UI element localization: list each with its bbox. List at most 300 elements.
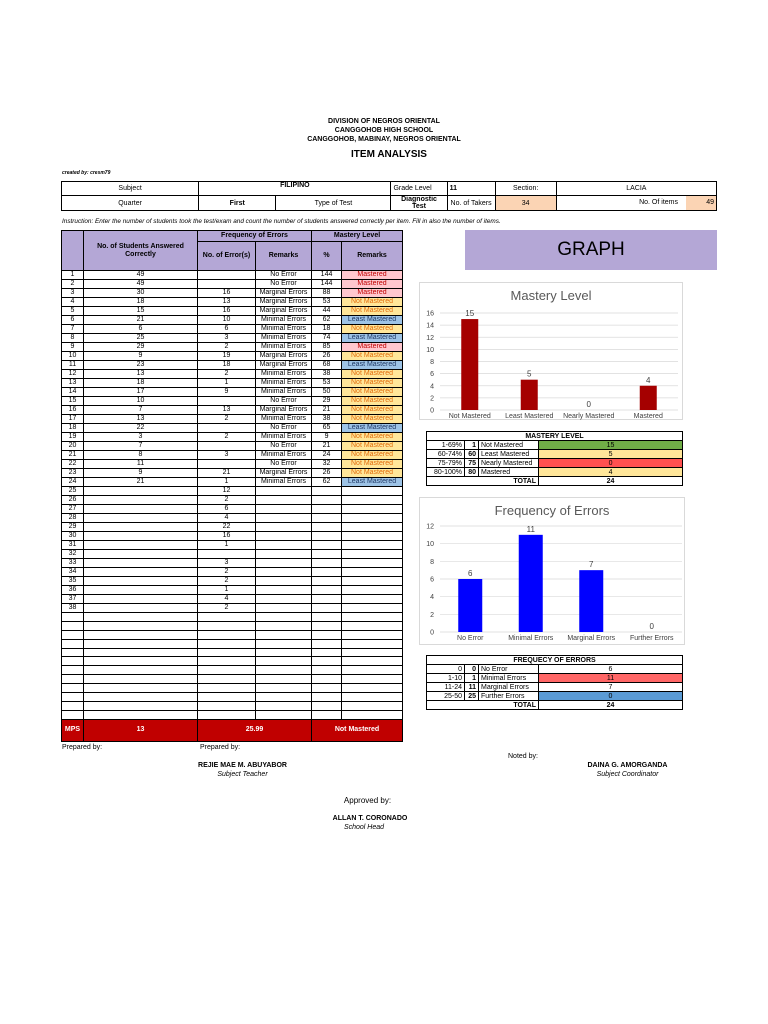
error-count[interactable] bbox=[198, 424, 256, 433]
threshold: 0 bbox=[465, 665, 479, 674]
correct-count[interactable] bbox=[84, 514, 198, 523]
error-count[interactable] bbox=[198, 397, 256, 406]
error-count[interactable] bbox=[198, 666, 256, 675]
division-name: DIVISION OF NEGROS ORIENTAL bbox=[328, 118, 440, 125]
item-number: 33 bbox=[62, 559, 84, 568]
mastery-percent bbox=[312, 604, 342, 613]
error-remarks bbox=[256, 577, 312, 586]
mastery-percent: 18 bbox=[312, 325, 342, 334]
correct-count[interactable]: 10 bbox=[84, 397, 198, 406]
table-row bbox=[62, 451, 403, 460]
error-count[interactable]: 2 bbox=[198, 433, 256, 442]
item-number: 15 bbox=[62, 397, 84, 406]
mastery-percent: 21 bbox=[312, 442, 342, 451]
table-row bbox=[62, 621, 403, 630]
mastery-remarks bbox=[342, 496, 403, 505]
count: 7 bbox=[539, 683, 683, 692]
error-count[interactable]: 12 bbox=[198, 487, 256, 496]
count: 0 bbox=[539, 692, 683, 701]
error-count[interactable] bbox=[198, 648, 256, 657]
correct-count[interactable]: 13 bbox=[84, 415, 198, 424]
correct-count[interactable]: 18 bbox=[84, 379, 198, 388]
error-count[interactable]: 1 bbox=[198, 478, 256, 487]
mastery-remarks bbox=[342, 630, 403, 639]
errors-total-label: TOTAL bbox=[427, 701, 539, 710]
mastery-remarks bbox=[342, 693, 403, 702]
error-count[interactable]: 2 bbox=[198, 604, 256, 613]
y-tick-label: 2 bbox=[430, 611, 434, 619]
subject-value[interactable]: FILIPINO bbox=[199, 182, 391, 196]
error-count[interactable] bbox=[198, 442, 256, 451]
range: 1-10 bbox=[427, 674, 465, 683]
error-count[interactable] bbox=[198, 460, 256, 469]
data-label: 4 bbox=[646, 375, 651, 385]
items-cell bbox=[556, 196, 716, 211]
table-row bbox=[62, 379, 403, 388]
error-remarks: No Error bbox=[256, 280, 312, 289]
summary-row bbox=[427, 665, 683, 674]
summary-row bbox=[427, 459, 683, 468]
correct-count[interactable]: 8 bbox=[84, 451, 198, 460]
mastery-remarks: Mastered bbox=[342, 289, 403, 298]
item-number bbox=[62, 693, 84, 702]
correct-count[interactable] bbox=[84, 550, 198, 559]
correct-count[interactable]: 21 bbox=[84, 478, 198, 487]
correct-count[interactable]: 29 bbox=[84, 343, 198, 352]
range: 0 bbox=[427, 665, 465, 674]
correct-count[interactable] bbox=[84, 559, 198, 568]
table-row bbox=[62, 280, 403, 289]
mastery-percent: 26 bbox=[312, 469, 342, 478]
error-remarks: Marginal Errors bbox=[256, 307, 312, 316]
mastery-remarks bbox=[342, 568, 403, 577]
threshold: 11 bbox=[465, 683, 479, 692]
item-number: 37 bbox=[62, 595, 84, 604]
error-count[interactable] bbox=[198, 280, 256, 289]
x-tick-label: Minimal Errors bbox=[508, 635, 554, 642]
item-number bbox=[62, 621, 84, 630]
mastery-remarks: Not Mastered bbox=[342, 406, 403, 415]
items-value[interactable]: 49 bbox=[686, 196, 716, 210]
correct-count[interactable]: 49 bbox=[84, 280, 198, 289]
x-tick-label: Marginal Errors bbox=[567, 635, 616, 642]
mastery-percent bbox=[312, 675, 342, 684]
mastery-percent bbox=[312, 630, 342, 639]
error-remarks bbox=[256, 639, 312, 648]
approved-by-label: Approved by: bbox=[343, 796, 392, 805]
error-remarks: Minimal Errors bbox=[256, 316, 312, 325]
error-count[interactable]: 19 bbox=[198, 352, 256, 361]
correct-count[interactable]: 23 bbox=[84, 361, 198, 370]
error-count[interactable]: 16 bbox=[198, 307, 256, 316]
correct-count[interactable] bbox=[84, 621, 198, 630]
threshold: 1 bbox=[465, 674, 479, 683]
summary-row bbox=[427, 450, 683, 459]
error-remarks: No Error bbox=[256, 424, 312, 433]
error-remarks: Minimal Errors bbox=[256, 379, 312, 388]
item-number: 25 bbox=[62, 487, 84, 496]
range: 11-24 bbox=[427, 683, 465, 692]
correct-count[interactable] bbox=[84, 541, 198, 550]
table-row bbox=[62, 577, 403, 586]
table-row bbox=[62, 630, 403, 639]
item-number bbox=[62, 701, 84, 710]
section-value[interactable]: LACIA bbox=[556, 182, 716, 196]
level-label: Nearly Mastered bbox=[479, 459, 539, 468]
mastery-percent: 21 bbox=[312, 406, 342, 415]
errors-header: No. of Error(s) bbox=[198, 242, 256, 271]
item-number: 36 bbox=[62, 586, 84, 595]
mastery-percent: 44 bbox=[312, 307, 342, 316]
mastery-remarks: Not Mastered bbox=[342, 352, 403, 361]
mastery-percent bbox=[312, 648, 342, 657]
mastery-remarks: Not Mastered bbox=[342, 388, 403, 397]
data-label: 0 bbox=[649, 622, 654, 631]
item-number: 8 bbox=[62, 334, 84, 343]
mastery-total: 24 bbox=[539, 477, 683, 486]
errors-table-title: FREQUECY OF ERRORS bbox=[427, 656, 683, 665]
error-count[interactable]: 6 bbox=[198, 505, 256, 514]
correct-count[interactable] bbox=[84, 684, 198, 693]
error-count[interactable]: 3 bbox=[198, 334, 256, 343]
error-count[interactable]: 1 bbox=[198, 379, 256, 388]
mastery-remarks bbox=[342, 639, 403, 648]
count: 11 bbox=[539, 674, 683, 683]
error-count[interactable] bbox=[198, 271, 256, 280]
mastery-chart bbox=[419, 282, 683, 420]
error-count[interactable] bbox=[198, 621, 256, 630]
mastery-percent bbox=[312, 595, 342, 604]
item-number: 35 bbox=[62, 577, 84, 586]
mastery-remarks bbox=[342, 621, 403, 630]
correct-count[interactable]: 3 bbox=[84, 433, 198, 442]
correct-count[interactable] bbox=[84, 604, 198, 613]
bar bbox=[521, 380, 538, 410]
error-count[interactable]: 3 bbox=[198, 451, 256, 460]
error-count[interactable]: 2 bbox=[198, 415, 256, 424]
correct-count[interactable]: 13 bbox=[84, 370, 198, 379]
error-count[interactable]: 1 bbox=[198, 541, 256, 550]
mastery-total-label: TOTAL bbox=[427, 477, 539, 486]
item-number: 29 bbox=[62, 523, 84, 532]
error-count[interactable] bbox=[198, 701, 256, 710]
correct-count[interactable]: 7 bbox=[84, 442, 198, 451]
correct-count[interactable] bbox=[84, 639, 198, 648]
mastery-remarks bbox=[342, 613, 403, 622]
threshold: 80 bbox=[465, 468, 479, 477]
table-row bbox=[62, 675, 403, 684]
error-remarks: Minimal Errors bbox=[256, 415, 312, 424]
mastery-percent bbox=[312, 487, 342, 496]
error-count[interactable]: 2 bbox=[198, 577, 256, 586]
range: 1-69% bbox=[427, 441, 465, 450]
item-number bbox=[62, 710, 84, 719]
error-count[interactable]: 9 bbox=[198, 388, 256, 397]
mastery-percent: 32 bbox=[312, 460, 342, 469]
test-type-value[interactable]: Diagnostic Test bbox=[391, 196, 447, 211]
quarter-label: Quarter bbox=[62, 196, 199, 211]
item-number: 31 bbox=[62, 541, 84, 550]
head-role: School Head bbox=[343, 824, 385, 831]
correct-count[interactable] bbox=[84, 710, 198, 719]
mps-remarks: Not Mastered bbox=[312, 719, 403, 741]
error-count[interactable]: 4 bbox=[198, 595, 256, 604]
data-label: 11 bbox=[526, 524, 535, 534]
item-number: 10 bbox=[62, 352, 84, 361]
y-tick-label: 0 bbox=[430, 407, 434, 415]
items-label: No. Of items bbox=[639, 199, 678, 206]
error-remarks: Minimal Errors bbox=[256, 388, 312, 397]
error-count[interactable]: 13 bbox=[198, 298, 256, 307]
mastery-percent bbox=[312, 505, 342, 514]
level-label: No Error bbox=[479, 665, 539, 674]
correct-count[interactable]: 25 bbox=[84, 334, 198, 343]
y-tick-label: 10 bbox=[426, 541, 434, 549]
summary-row bbox=[427, 441, 683, 450]
level-label: Not Mastered bbox=[479, 441, 539, 450]
error-count[interactable]: 4 bbox=[198, 514, 256, 523]
mastery-remarks: Least Mastered bbox=[342, 424, 403, 433]
table-row bbox=[62, 388, 403, 397]
item-number: 20 bbox=[62, 442, 84, 451]
table-row bbox=[62, 343, 403, 352]
correct-count[interactable] bbox=[84, 523, 198, 532]
item-number: 9 bbox=[62, 343, 84, 352]
correct-count[interactable]: 22 bbox=[84, 424, 198, 433]
summary-row bbox=[427, 692, 683, 701]
mastery-percent: 29 bbox=[312, 397, 342, 406]
mastery-percent: 88 bbox=[312, 289, 342, 298]
mps-correct: 13 bbox=[84, 719, 198, 741]
grade-value[interactable]: 11 bbox=[447, 182, 495, 196]
error-count[interactable]: 3 bbox=[198, 559, 256, 568]
item-number: 32 bbox=[62, 550, 84, 559]
bar bbox=[461, 319, 478, 410]
mastery-percent bbox=[312, 666, 342, 675]
error-count[interactable]: 6 bbox=[198, 325, 256, 334]
mastery-percent: 38 bbox=[312, 370, 342, 379]
item-number: 17 bbox=[62, 415, 84, 424]
item-number: 34 bbox=[62, 568, 84, 577]
mps-percent: 25.99 bbox=[198, 719, 312, 741]
y-tick-label: 10 bbox=[426, 346, 434, 354]
y-tick-label: 2 bbox=[430, 395, 434, 403]
mastery-remarks bbox=[342, 684, 403, 693]
error-count[interactable]: 2 bbox=[198, 343, 256, 352]
school-address: CANGGOHOB, MABINAY, NEGROS ORIENTAL bbox=[307, 136, 461, 143]
correct-count[interactable] bbox=[84, 586, 198, 595]
table-row bbox=[62, 415, 403, 424]
error-count[interactable]: 18 bbox=[198, 361, 256, 370]
item-number: 11 bbox=[62, 361, 84, 370]
correct-count[interactable] bbox=[84, 657, 198, 666]
test-type-label: Type of Test bbox=[276, 196, 391, 211]
error-remarks bbox=[256, 532, 312, 541]
correct-header: No. of Students Answered Correctly bbox=[84, 231, 198, 271]
mastery-remarks: Not Mastered bbox=[342, 442, 403, 451]
item-number: 6 bbox=[62, 316, 84, 325]
mastery-chart-plot bbox=[420, 305, 684, 420]
correct-count[interactable]: 49 bbox=[84, 271, 198, 280]
mastery-level-table bbox=[426, 431, 683, 486]
error-count[interactable]: 22 bbox=[198, 523, 256, 532]
error-remarks bbox=[256, 541, 312, 550]
correct-count[interactable]: 6 bbox=[84, 325, 198, 334]
errors-chart bbox=[419, 497, 685, 645]
mastery-percent: 68 bbox=[312, 361, 342, 370]
mastery-percent bbox=[312, 586, 342, 595]
mastery-remarks bbox=[342, 532, 403, 541]
mastery-percent bbox=[312, 710, 342, 719]
table-row bbox=[62, 307, 403, 316]
table-row bbox=[62, 505, 403, 514]
y-tick-label: 12 bbox=[426, 334, 434, 342]
error-count[interactable] bbox=[198, 550, 256, 559]
mastery-percent bbox=[312, 693, 342, 702]
correct-count[interactable]: 30 bbox=[84, 289, 198, 298]
error-count[interactable]: 10 bbox=[198, 316, 256, 325]
mastery-remarks bbox=[342, 648, 403, 657]
quarter-value[interactable]: First bbox=[199, 196, 276, 211]
correct-count[interactable] bbox=[84, 487, 198, 496]
mastery-remarks bbox=[342, 514, 403, 523]
x-tick-label: No Error bbox=[457, 635, 484, 642]
takers-value[interactable]: 34 bbox=[495, 196, 556, 211]
table-row bbox=[62, 298, 403, 307]
mastery-remarks bbox=[342, 559, 403, 568]
mastery-percent bbox=[312, 613, 342, 622]
correct-count[interactable]: 7 bbox=[84, 406, 198, 415]
teacher-role: Subject Teacher bbox=[217, 771, 268, 778]
item-number: 28 bbox=[62, 514, 84, 523]
error-remarks bbox=[256, 487, 312, 496]
mastery-percent bbox=[312, 541, 342, 550]
error-count[interactable]: 1 bbox=[198, 586, 256, 595]
error-count[interactable] bbox=[198, 613, 256, 622]
correct-count[interactable] bbox=[84, 693, 198, 702]
item-number: 19 bbox=[62, 433, 84, 442]
table-row bbox=[62, 684, 403, 693]
item-number bbox=[62, 666, 84, 675]
error-remarks: Marginal Errors bbox=[256, 469, 312, 478]
mastery-remarks: Not Mastered bbox=[342, 298, 403, 307]
mastery-remarks: Not Mastered bbox=[342, 307, 403, 316]
error-count[interactable] bbox=[198, 630, 256, 639]
mastery-percent: 38 bbox=[312, 415, 342, 424]
item-number: 30 bbox=[62, 532, 84, 541]
item-number: 23 bbox=[62, 469, 84, 478]
error-count[interactable] bbox=[198, 684, 256, 693]
correct-count[interactable]: 9 bbox=[84, 352, 198, 361]
bar bbox=[519, 535, 543, 632]
table-row bbox=[62, 397, 403, 406]
correct-count[interactable]: 18 bbox=[84, 298, 198, 307]
correct-count[interactable]: 17 bbox=[84, 388, 198, 397]
item-number: 1 bbox=[62, 271, 84, 280]
table-row bbox=[62, 433, 403, 442]
y-tick-label: 6 bbox=[430, 576, 434, 584]
mastery-percent: 144 bbox=[312, 280, 342, 289]
table-row bbox=[62, 541, 403, 550]
mastery-chart-title: Mastery Level bbox=[510, 288, 592, 303]
correct-count[interactable] bbox=[84, 496, 198, 505]
mastery-remarks: Least Mastered bbox=[342, 361, 403, 370]
mastery-remarks bbox=[342, 675, 403, 684]
correct-count[interactable] bbox=[84, 568, 198, 577]
mastery-remarks bbox=[342, 577, 403, 586]
correct-count[interactable] bbox=[84, 630, 198, 639]
range: 75-79% bbox=[427, 459, 465, 468]
mastery-remarks bbox=[342, 604, 403, 613]
table-row bbox=[62, 271, 403, 280]
mastery-remarks bbox=[342, 595, 403, 604]
error-count[interactable]: 2 bbox=[198, 568, 256, 577]
correct-count[interactable] bbox=[84, 577, 198, 586]
error-count[interactable]: 21 bbox=[198, 469, 256, 478]
bar bbox=[579, 570, 603, 632]
error-remarks bbox=[256, 604, 312, 613]
mastery-percent: 50 bbox=[312, 388, 342, 397]
error-count[interactable]: 13 bbox=[198, 406, 256, 415]
noted-by-label: Noted by: bbox=[508, 753, 538, 760]
error-remarks bbox=[256, 514, 312, 523]
item-no-header bbox=[62, 231, 84, 271]
mastery-remarks bbox=[342, 657, 403, 666]
correct-count[interactable] bbox=[84, 613, 198, 622]
correct-count[interactable] bbox=[84, 648, 198, 657]
correct-count[interactable]: 15 bbox=[84, 307, 198, 316]
correct-count[interactable] bbox=[84, 666, 198, 675]
mastery-remarks: Not Mastered bbox=[342, 325, 403, 334]
error-remarks bbox=[256, 550, 312, 559]
error-count[interactable] bbox=[198, 639, 256, 648]
error-count[interactable] bbox=[198, 710, 256, 719]
error-count[interactable]: 2 bbox=[198, 370, 256, 379]
count: 4 bbox=[539, 468, 683, 477]
errors-chart-plot bbox=[420, 520, 686, 645]
table-row bbox=[62, 701, 403, 710]
error-count[interactable]: 2 bbox=[198, 496, 256, 505]
mastery-remarks: Mastered bbox=[342, 271, 403, 280]
correct-count[interactable] bbox=[84, 505, 198, 514]
table-row bbox=[62, 316, 403, 325]
data-label: 15 bbox=[465, 309, 475, 319]
mastery-remarks: Not Mastered bbox=[342, 433, 403, 442]
item-number: 13 bbox=[62, 379, 84, 388]
error-remarks: Marginal Errors bbox=[256, 406, 312, 415]
summary-row bbox=[427, 683, 683, 692]
correct-count[interactable]: 9 bbox=[84, 469, 198, 478]
error-count[interactable] bbox=[198, 675, 256, 684]
correct-count[interactable] bbox=[84, 701, 198, 710]
error-remarks: Marginal Errors bbox=[256, 298, 312, 307]
table-row bbox=[62, 442, 403, 451]
error-remarks: Minimal Errors bbox=[256, 343, 312, 352]
item-number bbox=[62, 684, 84, 693]
error-count[interactable]: 16 bbox=[198, 532, 256, 541]
error-count[interactable]: 16 bbox=[198, 289, 256, 298]
correct-count[interactable]: 11 bbox=[84, 460, 198, 469]
correct-count[interactable]: 21 bbox=[84, 316, 198, 325]
mastery-percent bbox=[312, 577, 342, 586]
range: 25-50 bbox=[427, 692, 465, 701]
mastery-remarks bbox=[342, 586, 403, 595]
correct-count[interactable] bbox=[84, 595, 198, 604]
error-count[interactable] bbox=[198, 693, 256, 702]
correct-count[interactable] bbox=[84, 675, 198, 684]
error-count[interactable] bbox=[198, 657, 256, 666]
correct-count[interactable] bbox=[84, 532, 198, 541]
